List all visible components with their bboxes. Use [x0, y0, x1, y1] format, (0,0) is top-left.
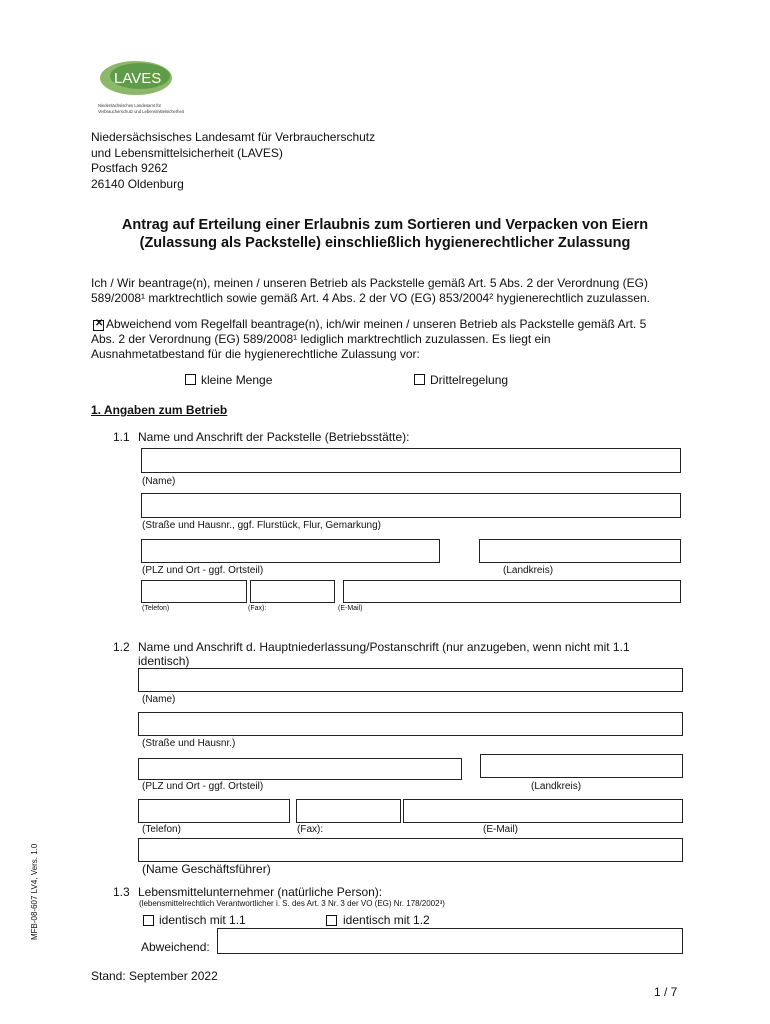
geschaeftsfuehrer-input[interactable] — [138, 838, 683, 862]
section-1-1-number: 1.1 — [113, 430, 130, 444]
intro-paragraph — [91, 276, 650, 306]
plz-label: (PLZ und Ort - ggf. Ortsteil) — [142, 781, 264, 792]
street-label: (Straße und Hausnr., ggf. Flurstück, Flur, Gemarkung) — [142, 520, 381, 531]
name-label: (Name) — [142, 476, 176, 487]
packstelle-landkreis-input[interactable] — [479, 539, 681, 563]
packstelle-email-input[interactable] — [343, 580, 681, 603]
svg-text:Niedersächsisches Landesamt fü: Niedersächsisches Landesamt für — [98, 103, 162, 108]
address-line: 26140 Oldenburg — [91, 176, 184, 191]
exception-line: Abs. 2 der Verordnung (EG) 589/2008¹ lediglich marktrechtlich zuzulassen. Es liegt ein — [91, 332, 551, 346]
form-title-line: (Zulassung als Packstelle) einschließlich hygienerechtlicher Zulassung — [139, 235, 631, 251]
hauptniederlassung-street-input[interactable] — [138, 712, 683, 736]
page-number: 1 / 7 — [654, 985, 678, 999]
svg-text:LAVES: LAVES — [114, 70, 162, 87]
drittelregelung-label: Drittelregelung — [430, 373, 509, 387]
abweichend-input[interactable] — [217, 928, 683, 954]
hauptniederlassung-email-input[interactable] — [403, 799, 683, 823]
packstelle-plz-input[interactable] — [141, 539, 440, 563]
geschaeftsfuehrer-label: (Name Geschäftsführer) — [142, 862, 271, 876]
kleine-menge-label: kleine Menge — [201, 373, 273, 387]
address-line: Niedersächsisches Landesamt für Verbraucherschutz — [91, 130, 376, 144]
section-1-heading: 1. Angaben zum Betrieb — [91, 403, 228, 417]
svg-text:Verbraucherschutz und Lebensmi: Verbraucherschutz und Lebensmittelsicherheit — [98, 109, 184, 114]
hauptniederlassung-name-input[interactable] — [138, 668, 683, 692]
stand-date: Stand: September 2022 — [91, 969, 218, 983]
exception-line: Abweichend vom Regelfall beantrage(n), ich/wir meinen / unseren Betrieb als Packstelle gemäß Art. 5 — [106, 317, 647, 331]
landkreis-label: (Landkreis) — [531, 781, 582, 792]
identisch-1-2-checkbox[interactable] — [326, 915, 337, 926]
intro-line: Ich / Wir beantrage(n), meinen / unseren Betrieb als Packstelle gemäß Art. 5 Abs. 2 der Verordnung (EG) — [91, 276, 648, 290]
hauptniederlassung-telefon-input[interactable] — [138, 799, 290, 823]
email-label: (E-Mail) — [338, 605, 363, 612]
fax-label: (Fax): — [248, 605, 267, 612]
address-line: Postfach 9262 — [91, 161, 168, 175]
identisch-1-1-checkbox[interactable] — [143, 915, 154, 926]
hauptniederlassung-fax-input[interactable] — [296, 799, 401, 823]
identisch-1-1-label: identisch mit 1.1 — [159, 913, 246, 927]
identisch-1-2-label: identisch mit 1.2 — [343, 913, 430, 927]
kleine-menge-checkbox[interactable] — [185, 374, 196, 385]
hauptniederlassung-plz-input[interactable] — [138, 758, 462, 780]
form-title-line: Antrag auf Erteilung einer Erlaubnis zum Sortieren und Verpacken von Eiern — [121, 217, 649, 233]
telefon-label: (Telefon) — [142, 605, 170, 612]
form-version: MFB-08-607 LV4, Vers. 1.0 — [30, 843, 39, 940]
section-1-2-number: 1.2 — [113, 640, 130, 654]
plz-label: (PLZ und Ort - ggf. Ortsteil) — [142, 565, 264, 576]
exception-line: Ausnahmetatbestand für die hygienerechtliche Zulassung vor: — [91, 347, 420, 361]
recipient-address — [91, 130, 375, 192]
landkreis-label: (Landkreis) — [503, 565, 554, 576]
drittelregelung-checkbox[interactable] — [414, 374, 425, 385]
form-title — [60, 216, 710, 252]
packstelle-street-input[interactable] — [141, 493, 681, 518]
packstelle-telefon-input[interactable] — [141, 580, 247, 603]
name-label: (Name) — [142, 694, 176, 705]
intro-line: 589/2008¹ marktrechtlich sowie gemäß Art. 4 Abs. 2 der VO (EG) 853/2004² hygienerechtlich zuzulassen. — [91, 291, 650, 305]
section-1-2-title-line: identisch) — [138, 654, 190, 668]
section-1-2-title — [138, 640, 630, 668]
hauptniederlassung-landkreis-input[interactable] — [480, 754, 683, 778]
fax-label: (Fax): — [297, 824, 324, 835]
section-1-2-title-line: Name und Anschrift d. Hauptniederlassung/Postanschrift (nur anzugeben, wenn nicht mit 1.1 — [138, 640, 630, 654]
packstelle-name-input[interactable] — [141, 448, 681, 473]
laves-logo — [96, 58, 196, 116]
telefon-label: (Telefon) — [142, 824, 181, 835]
packstelle-fax-input[interactable] — [250, 580, 335, 603]
street-label: (Straße und Hausnr.) — [142, 738, 236, 749]
abweichend-label: Abweichend: — [141, 940, 210, 954]
address-line: und Lebensmittelsicherheit (LAVES) — [91, 145, 283, 160]
email-label: (E-Mail) — [483, 824, 518, 835]
section-1-3-title: Lebensmittelunternehmer (natürliche Person): — [138, 885, 383, 899]
laves-logo-graphic — [96, 58, 196, 116]
exception-paragraph — [91, 317, 646, 362]
section-1-1-title: Name und Anschrift der Packstelle (Betriebsstätte): — [138, 430, 410, 444]
section-1-3-note: (lebensmittelrechtlich Verantwortlicher i. S. des Art. 3 Nr. 3 der VO (EG) Nr. 178/2002³) — [139, 899, 445, 908]
section-1-3-number: 1.3 — [113, 885, 130, 899]
